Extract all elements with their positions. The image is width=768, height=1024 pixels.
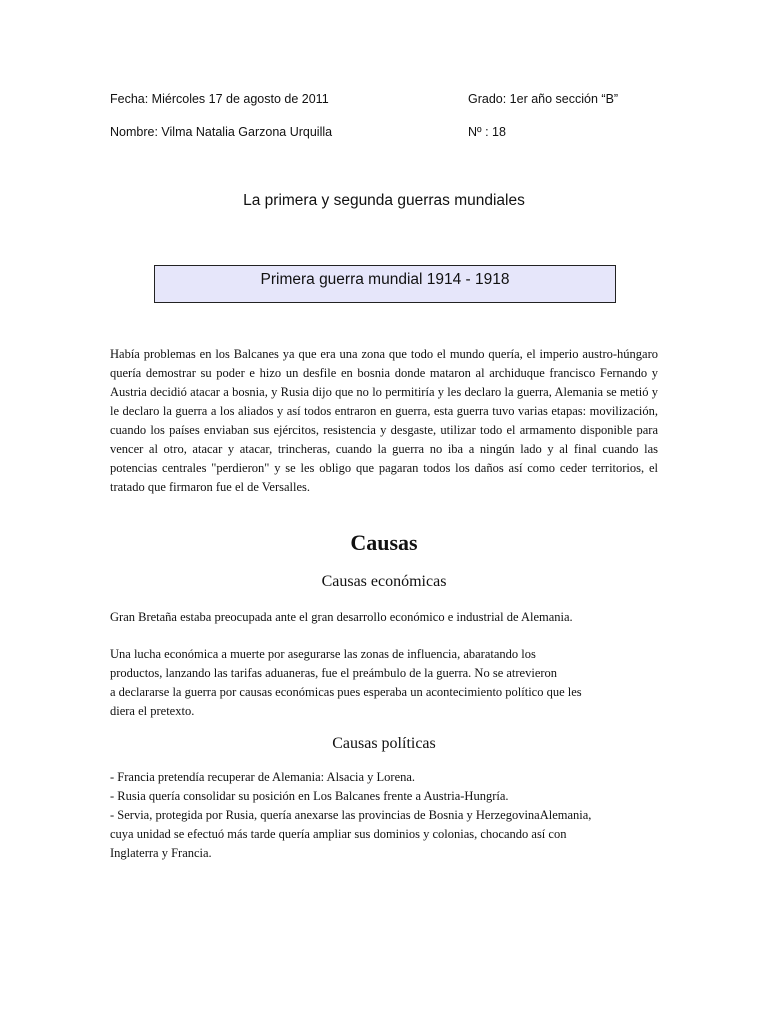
section-heading: Primera guerra mundial 1914 - 1918 (260, 271, 510, 288)
number-field: Nº : 18 (468, 125, 506, 139)
political-causes-heading: Causas políticas (332, 735, 436, 752)
list-item: - Francia pretendía recuperar de Alemania: Alsacia y Lorena. (110, 770, 416, 784)
document-title: La primera y segunda guerras mundiales (243, 192, 525, 209)
political-causes-list (110, 768, 670, 863)
grade-field: Grado: 1er año sección “B” (468, 92, 619, 106)
economic-paragraph-1: Gran Bretaña estaba preocupada ante el gran desarrollo económico e industrial de Alemania. (110, 610, 573, 624)
list-item: - Rusia quería consolidar su posición en Los Balcanes frente a Austria-Hungría. (110, 789, 509, 803)
causes-heading: Causas (350, 530, 418, 555)
economic-paragraph-2-line: productos, lanzando las tarifas aduaneras, fue el preámbulo de la guerra. No se atrevieron (110, 666, 558, 680)
economic-paragraph-2-line: Una lucha económica a muerte por asegurarse las zonas de influencia, abaratando los (110, 647, 536, 661)
list-item: Inglaterra y Francia. (110, 846, 212, 860)
economic-causes-heading: Causas económicas (321, 573, 447, 590)
name-field: Nombre: Vilma Natalia Garzona Urquilla (110, 125, 333, 139)
economic-paragraph-2 (110, 645, 670, 721)
intro-paragraph: Había problemas en los Balcanes ya que era una zona que todo el mundo quería, el imperio austro-húngaro quería demostrar su poder e hizo un desfile en bosnia donde mataron al archiduque francisco Fernando y Austria decidió atacar a bosnia, y Rusia dijo que no lo permitiría y les declaro la guerra, Alemania se metió y le declaro la guerra a los aliados y así todos entraron en guerra, esta guerra tuvo varias etapas: movilización, cuando los países enviaban sus ejércitos, resistencia y desgaste, utilizar todo el armamento disponible para vencer al otro, atacar y atacar, trincheras, cuando la guerra no iba a ningún lado y al final cuando las potencias centrales "perdieron" y se les obligo que pagaran todos los daños así como ceder territorios, el tratado que firmaron fue el de Versalles. (110, 347, 658, 494)
economic-paragraph-2-line: diera el pretexto. (110, 704, 195, 718)
list-item: - Servia, protegida por Rusia, quería anexarse las provincias de Bosnia y HerzegovinaAlemania, (110, 808, 592, 822)
list-item: cuya unidad se efectuó más tarde quería ampliar sus dominios y colonias, chocando así con (110, 827, 567, 841)
section-heading-box (154, 265, 616, 303)
date-field: Fecha: Miércoles 17 de agosto de 2011 (110, 92, 329, 106)
economic-paragraph-2-line: a declararse la guerra por causas económicas pues esperaba un acontecimiento político que les (110, 685, 582, 699)
